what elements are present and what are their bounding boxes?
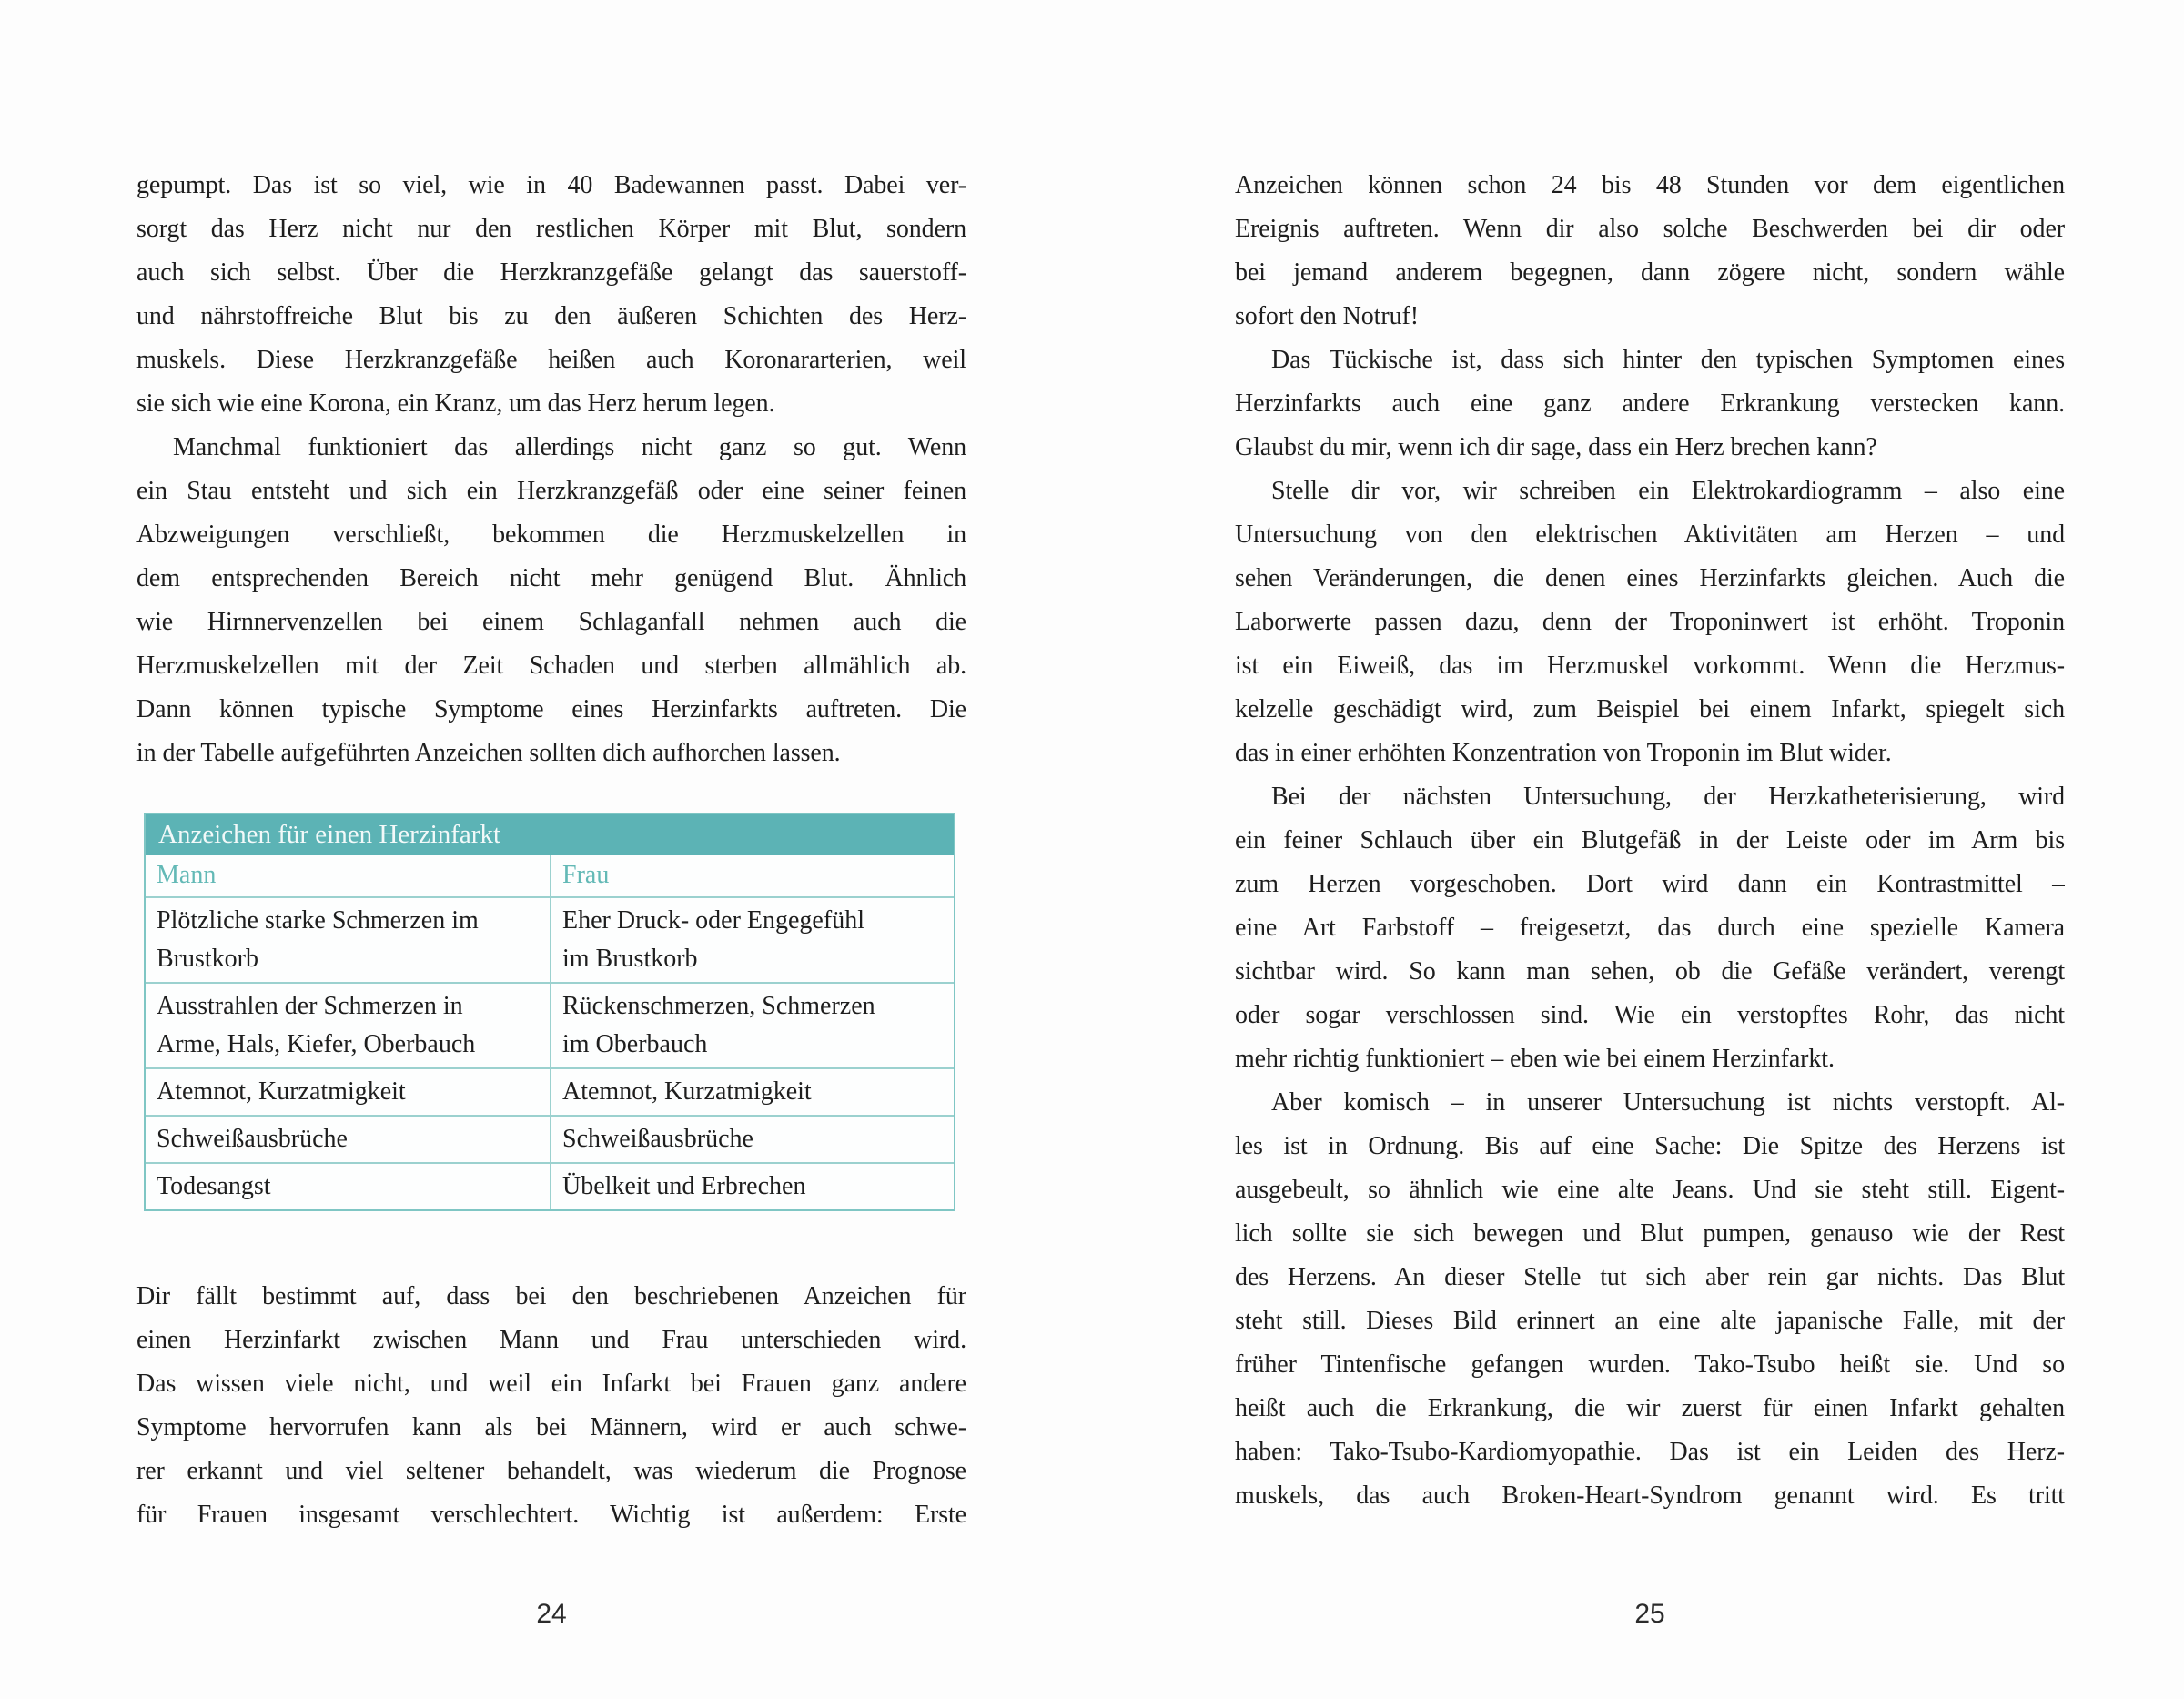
text-line: und nährstoffreiche Blut bis zu den äußeren Schichten des Herz-	[136, 302, 966, 330]
text-line: früher Tintenfische gefangen wurden. Tako-Tsubo heißt sie. Und so	[1235, 1350, 2065, 1379]
text-line: Stelle dir vor, wir schreiben ein Elektrokardiogramm – also eine	[1271, 477, 2065, 505]
text-line: sie sich wie eine Korona, ein Kranz, um das Herz herum legen.	[136, 389, 775, 418]
cell-line: Atemnot, Kurzatmigkeit	[562, 1077, 812, 1106]
text-line: Laborwerte passen dazu, denn der Troponinwert ist erhöht. Troponin	[1235, 608, 2065, 636]
text-line: kelzelle geschädigt wird, zum Beispiel bei einem Infarkt, spiegelt sich	[1235, 695, 2065, 723]
text-line: einen Herzinfarkt zwischen Mann und Frau unterschieden wird.	[136, 1326, 966, 1354]
table-row	[146, 1115, 954, 1162]
text-line: sorgt das Herz nicht nur den restlichen Körper mit Blut, sondern	[136, 215, 966, 243]
text-line: in der Tabelle aufgeführten Anzeichen sollten dich aufhorchen lassen.	[136, 739, 841, 767]
paragraph	[1235, 1081, 2065, 1518]
text-line: für Frauen insgesamt verschlechtert. Wichtig ist außerdem: Erste	[136, 1501, 966, 1529]
right-page-text-column	[1235, 164, 2065, 1518]
text-line: bei jemand anderem begegnen, dann zögere nicht, sondern wähle	[1235, 258, 2065, 287]
table-cell-frau	[550, 984, 954, 1067]
text-line: oder sogar verschlossen sind. Wie ein verstopftes Rohr, das nicht	[1235, 1001, 2065, 1029]
cell-line: im Oberbauch	[562, 1030, 708, 1058]
cell-line: Schweißausbrüche	[562, 1125, 753, 1153]
text-line: des Herzens. An dieser Stelle tut sich aber rein gar nichts. Das Blut	[1235, 1263, 2065, 1291]
table-cell-mann	[146, 1069, 550, 1115]
right-page-number: 25	[1634, 1599, 1665, 1629]
cell-line: im Brustkorb	[562, 945, 698, 973]
text-line: Anzeichen können schon 24 bis 48 Stunden vor dem eigentlichen	[1235, 171, 2065, 199]
table-cell-mann	[146, 1117, 550, 1162]
text-line: Untersuchung von den elektrischen Aktivitäten am Herzen – und	[1235, 521, 2065, 549]
text-line: Abzweigungen verschließt, bekommen die Herzmuskelzellen in	[136, 521, 966, 549]
table-cell-frau	[550, 1117, 954, 1162]
table-cell-mann	[146, 898, 550, 982]
text-line: Ereignis auftreten. Wenn dir also solche Beschwerden bei dir oder	[1235, 215, 2065, 243]
text-line: heißt auch die Erkrankung, die wir zuerst für einen Infarkt gehalten	[1235, 1394, 2065, 1422]
paragraph	[136, 426, 966, 775]
text-line: sehen Veränderungen, die denen eines Herzinfarkts gleichen. Auch die	[1235, 564, 2065, 592]
table-cell-mann	[146, 1164, 550, 1209]
paragraph	[1235, 775, 2065, 1081]
cell-line: Arme, Hals, Kiefer, Oberbauch	[157, 1030, 476, 1058]
text-line: sofort den Notruf!	[1235, 302, 1419, 330]
text-line: Glaubst du mir, wenn ich dir sage, dass ein Herz brechen kann?	[1235, 433, 1877, 461]
text-line: Das wissen viele nicht, und weil ein Infarkt bei Frauen ganz andere	[136, 1370, 966, 1398]
table-row	[146, 982, 954, 1067]
text-line: Aber komisch – in unserer Untersuchung ist nichts verstopft. Al-	[1271, 1088, 2065, 1117]
text-line: Dann können typische Symptome eines Herzinfarkts auftreten. Die	[136, 695, 966, 723]
table-row	[146, 898, 954, 982]
paragraph	[1235, 470, 2065, 775]
column-header-mann: Mann	[157, 861, 217, 889]
cell-line: Todesangst	[157, 1172, 271, 1200]
text-line: Das Tückische ist, dass sich hinter den typischen Symptomen eines	[1271, 346, 2065, 374]
text-line: ein feiner Schlauch über ein Blutgefäß in der Leiste oder im Arm bis	[1235, 826, 2065, 855]
column-header-frau: Frau	[550, 855, 954, 896]
text-line: steht still. Dieses Bild erinnert an eine alte japanische Falle, mit der	[1235, 1307, 2065, 1335]
text-line: ist ein Eiweiß, das im Herzmuskel vorkommt. Wenn die Herzmus-	[1235, 652, 2065, 680]
left-page-body-text-top	[136, 164, 966, 775]
table-cell-mann	[146, 984, 550, 1067]
text-line: dem entsprechenden Bereich nicht mehr genügend Blut. Ähnlich	[136, 564, 966, 592]
cell-line: Ausstrahlen der Schmerzen in	[157, 992, 463, 1020]
right-page-body-text	[1235, 164, 2065, 1518]
heart-attack-symptoms-table	[144, 813, 956, 1211]
left-page-number: 24	[536, 1599, 567, 1629]
text-line: Bei der nächsten Untersuchung, der Herzkatheterisierung, wird	[1271, 783, 2065, 811]
table-row	[146, 1162, 954, 1209]
cell-line: Plötzliche starke Schmerzen im	[157, 906, 479, 935]
cell-line: Übelkeit und Erbrechen	[562, 1172, 806, 1200]
cell-line: Brustkorb	[157, 945, 258, 973]
text-line: Dir fällt bestimmt auf, dass bei den beschriebenen Anzeichen für	[136, 1282, 966, 1310]
text-line: das in einer erhöhten Konzentration von Troponin im Blut wider.	[1235, 739, 1892, 767]
text-line: muskels, das auch Broken-Heart-Syndrom genannt wird. Es tritt	[1235, 1482, 2065, 1510]
cell-line: Atemnot, Kurzatmigkeit	[157, 1077, 406, 1106]
table-row	[146, 1067, 954, 1115]
table-cell-frau	[550, 1164, 954, 1209]
text-line: ausgebeult, so ähnlich wie eine alte Jeans. Und sie steht still. Eigent-	[1235, 1176, 2065, 1204]
table-title: Anzeichen für einen Herzinfarkt	[146, 814, 954, 855]
text-line: zum Herzen vorgeschoben. Dort wird dann ein Kontrastmittel –	[1235, 870, 2065, 898]
left-page-body-text-bottom	[136, 1275, 966, 1537]
table-cell-frau	[550, 1069, 954, 1115]
paragraph	[1235, 164, 2065, 339]
table-cell-frau	[550, 898, 954, 982]
text-line: lich sollte sie sich bewegen und Blut pumpen, genauso wie der Rest	[1235, 1219, 2065, 1248]
text-line: muskels. Diese Herzkranzgefäße heißen auch Koronararterien, weil	[136, 346, 966, 374]
text-line: auch sich selbst. Über die Herzkranzgefäße gelangt das sauerstoff-	[136, 258, 966, 287]
text-line: gepumpt. Das ist so viel, wie in 40 Badewannen passt. Dabei ver-	[136, 171, 966, 199]
text-line: les ist in Ordnung. Bis auf eine Sache: Die Spitze des Herzens ist	[1235, 1132, 2065, 1160]
text-line: Herzmuskelzellen mit der Zeit Schaden und sterben allmählich ab.	[136, 652, 966, 680]
cell-line: Eher Druck- oder Engegefühl	[562, 906, 864, 935]
paragraph	[1235, 339, 2065, 470]
text-line: mehr richtig funktioniert – eben wie bei einem Herzinfarkt.	[1235, 1045, 1835, 1073]
text-line: sichtbar wird. So kann man sehen, ob die Gefäße verändert, verengt	[1235, 957, 2065, 986]
text-line: eine Art Farbstoff – freigesetzt, das durch eine spezielle Kamera	[1235, 914, 2065, 942]
left-page-text-column	[136, 164, 966, 1537]
text-line: rer erkannt und viel seltener behandelt, was wiederum die Prognose	[136, 1457, 966, 1485]
text-line: Herzinfarkts auch eine ganz andere Erkrankung verstecken kann.	[1235, 389, 2065, 418]
paragraph	[136, 1275, 966, 1537]
cell-line: Rückenschmerzen, Schmerzen	[562, 992, 875, 1020]
text-line: Symptome hervorrufen kann als bei Männern, wird er auch schwe-	[136, 1413, 966, 1441]
paragraph	[136, 164, 966, 426]
table-column-header-row	[146, 855, 954, 898]
text-line: haben: Tako-Tsubo-Kardiomyopathie. Das ist ein Leiden des Herz-	[1235, 1438, 2065, 1466]
text-line: Manchmal funktioniert das allerdings nicht ganz so gut. Wenn	[173, 433, 966, 461]
text-line: ein Stau entsteht und sich ein Herzkranzgefäß oder eine seiner feinen	[136, 477, 966, 505]
text-line: wie Hirnnervenzellen bei einem Schlaganfall nehmen auch die	[136, 608, 966, 636]
cell-line: Schweißausbrüche	[157, 1125, 348, 1153]
